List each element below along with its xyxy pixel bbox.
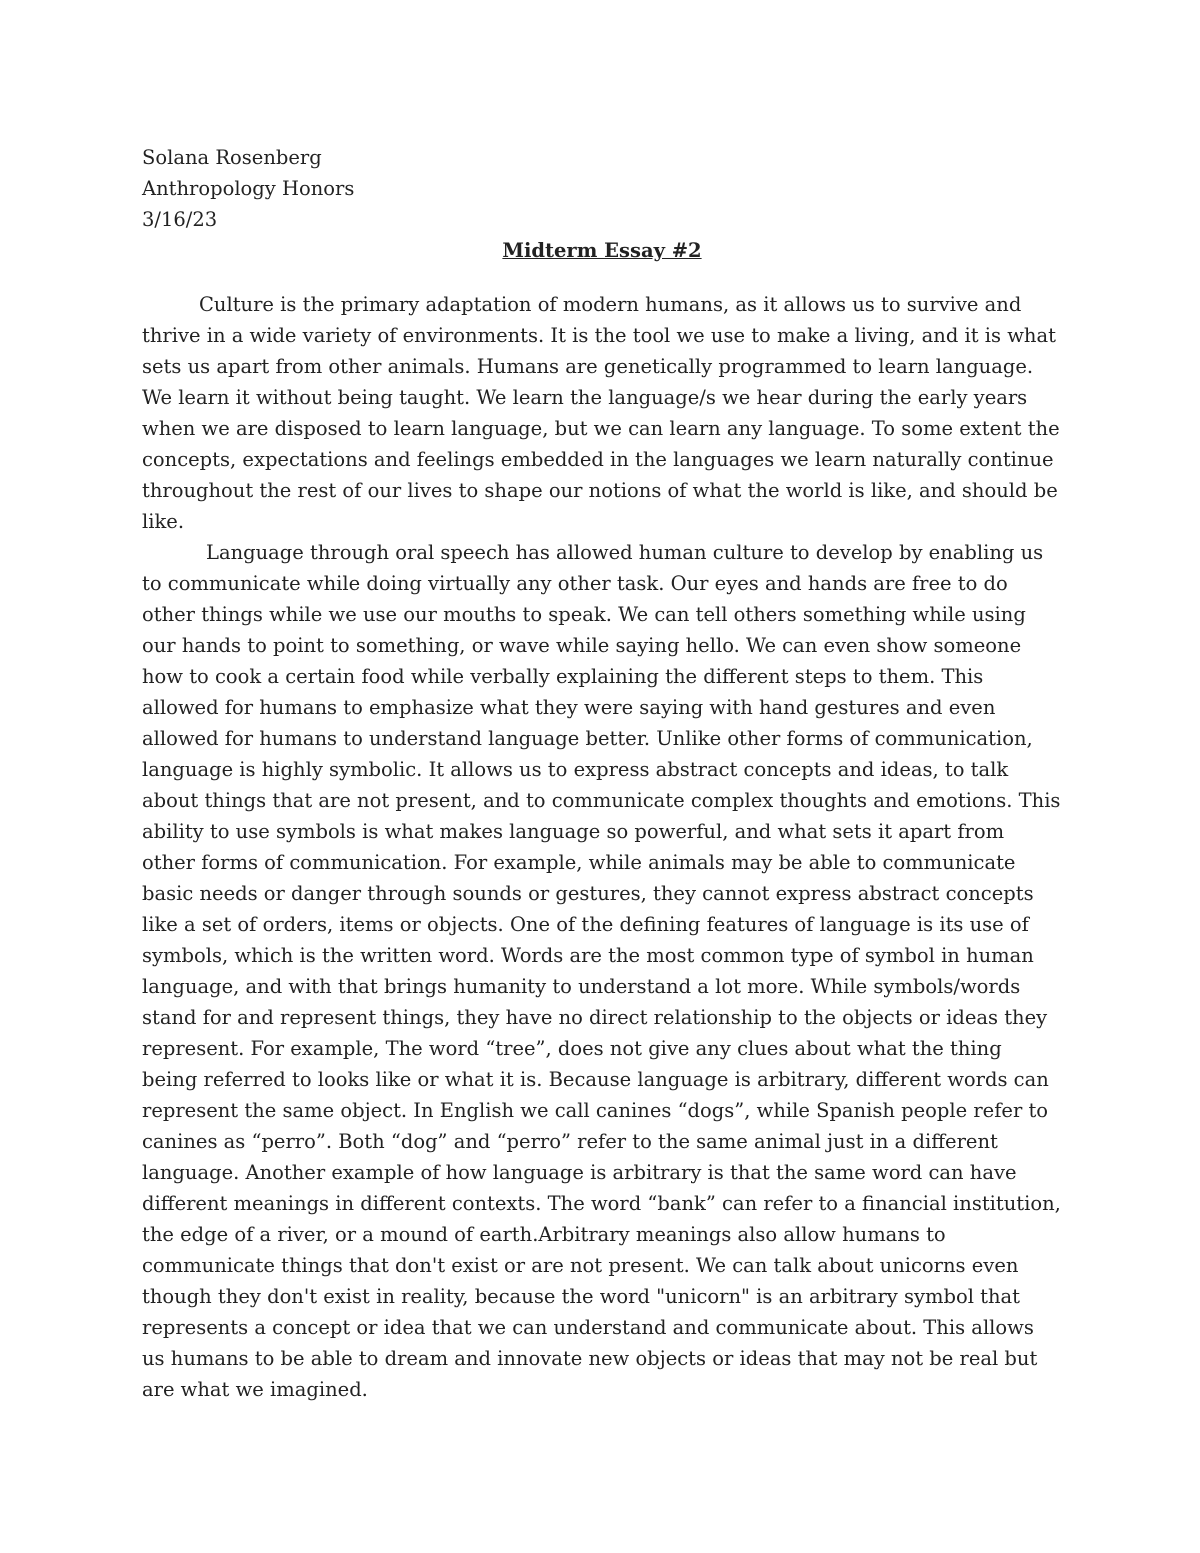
essay-paragraph-2: Language through oral speech has allowed human culture to develop by enabling us to communicate while doing virtually any other task. Our eyes and hands are free to do other things while we use our mouths to speak. We can tell others something while using our hands to point to something, or wave while saying hello. We can even show someone how to cook a certain food while verbally explaining the different steps to them. This allowed for humans to emphasize what they were saying with hand gestures and even allowed for humans to understand language better. Unlike other forms of communication, language is highly symbolic. It allows us to express abstract concepts and ideas, to talk about things that are not present, and to communicate complex thoughts and emotions. This ability to use symbols is what makes language so powerful, and what sets it apart from other forms of communication. For example, while animals may be able to communicate basic needs or danger through sounds or gestures, they cannot express abstract concepts like a set of orders, items or objects. One of the defining features of language is its use of symbols, which is the written word. Words are the most common type of symbol in human language, and with that brings humanity to understand a lot more. While symbols/words stand for and represent things, they have no direct relationship to the objects or ideas they represent. For example, The word “tree”, does not give any clues about what the thing being referred to looks like or what it is. Because language is arbitrary, different words can represent the same object. In English we call canines “dogs”, while Spanish people refer to canines as “perro”. Both “dog” and “perro” refer to the same animal just in a different language. Another example of how language is arbitrary is that the same word can have different meanings in different contexts. The word “bank” can refer to a financial institution, the edge of a river, or a mound of earth.Arbitrary meanings also allow humans to communicate things that don't exist or are not present. We can talk about unicorns even though they don't exist in reality, because the word "unicorn" is an arbitrary symbol that represents a concept or idea that we can understand and communicate about. This allows us humans to be able to dream and innovate new objects or ideas that may not be real but are what we imagined. — [142, 541, 1061, 1401]
document-body — [142, 142, 1062, 1405]
essay-paragraph-1: Culture is the primary adaptation of modern humans, as it allows us to survive and thrive in a wide variety of environments. It is the tool we use to make a living, and it is what sets us apart from other animals. Humans are genetically programmed to learn language. We learn it without being taught. We learn the language/s we hear during the early years when we are disposed to learn language, but we can learn any language. To some extent the concepts, expectations and feelings embedded in the languages we learn naturally continue throughout the rest of our lives to shape our notions of what the world is like, and should be like. — [142, 293, 1060, 533]
essay-date: 3/16/23 — [142, 208, 218, 231]
essay-title: Midterm Essay #2 — [502, 239, 702, 262]
author-name: Solana Rosenberg — [142, 146, 322, 169]
course-name: Anthropology Honors — [142, 177, 355, 200]
